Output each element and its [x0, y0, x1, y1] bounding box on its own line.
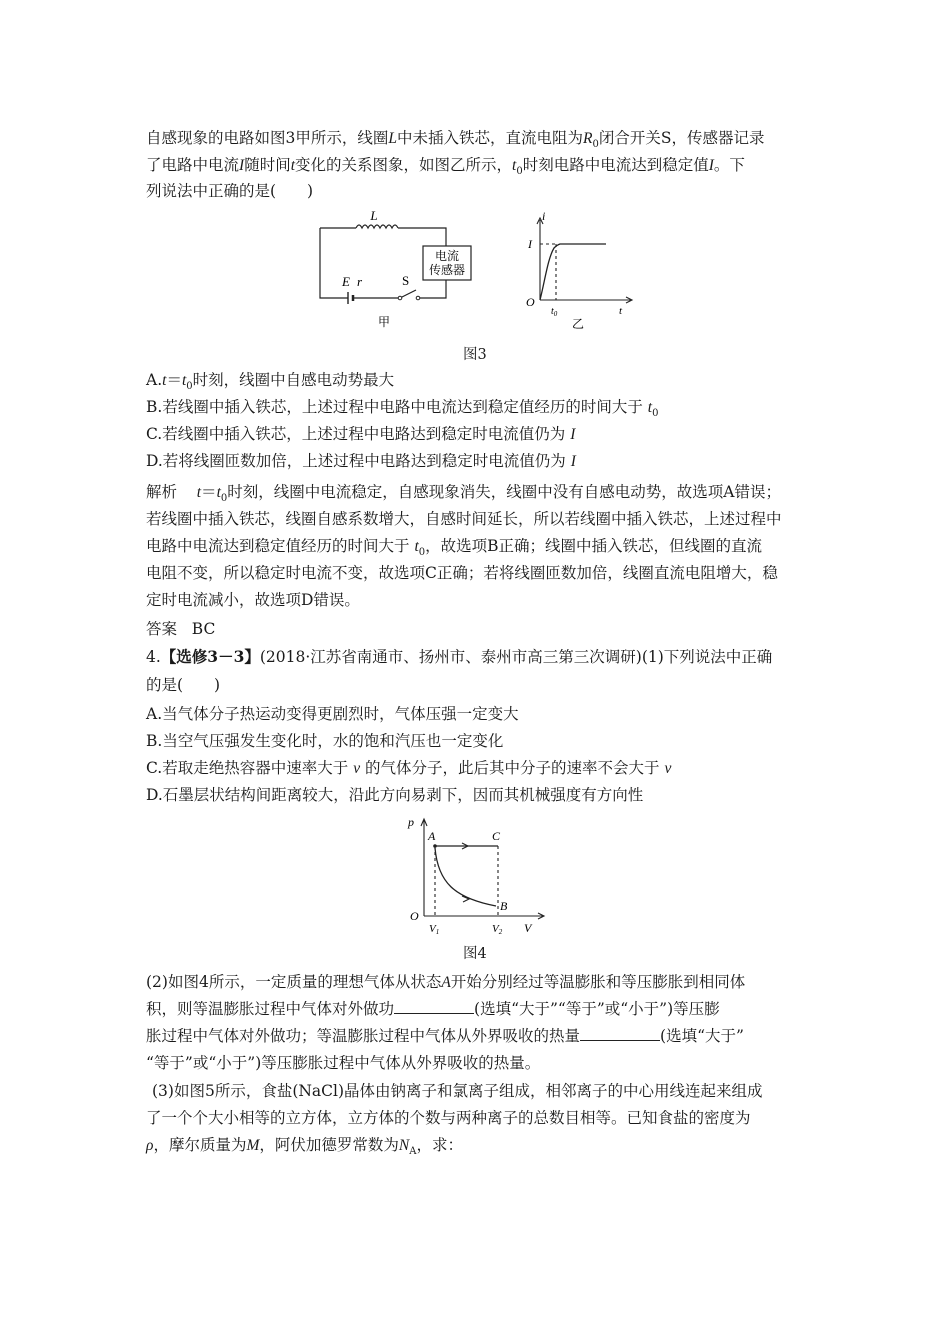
- q4-option-d: D.石墨层状结构间距离较大，沿此方向易剥下，因而其机械强度有方向性: [146, 786, 644, 804]
- q4-part2-line-4: “等于”或“小于”)等压膨胀过程中气体从外界吸收的热量。: [146, 1054, 541, 1072]
- q4-part3-line-3: ρ，摩尔质量为M，阿伏加德罗常数为$N_A$，求：: [146, 1136, 463, 1158]
- pv-C-label: C: [492, 829, 501, 843]
- inductor-label: L: [370, 208, 378, 223]
- q4-part2-line-1: (2)如图4所示，一定质量的理想气体从状态A开始分别经过等温膨胀和等压膨胀到相同体: [146, 973, 746, 991]
- q4-option-b: B.当空气压强发生变化时，水的饱和汽压也一定变化: [146, 732, 504, 750]
- q4-option-a: A.当气体分子热运动变得更剧烈时，气体压强一定变大: [146, 705, 519, 723]
- graph-caption: 乙: [571, 317, 585, 331]
- q3-stem-line-1: 自感现象的电路如图3甲所示，线圈L中未插入铁芯，直流电阻为$R_0$闭合开关S，传感器记录: [146, 129, 765, 151]
- q4-part3-line-1: (3)如图5所示，食盐(NaCl)晶体由钠离子和氯离子组成，相邻离子的中心用线连起来组成: [152, 1082, 763, 1100]
- answer-blank-2[interactable]: [580, 1026, 660, 1041]
- pv-V1-label: V1: [429, 923, 440, 936]
- q3-analysis-line-2: 若线圈中插入铁芯，线圈自感系数增大，自感时间延长，所以若线圈中插入铁芯，上述过程中: [146, 510, 782, 528]
- q3-answer: 答案 BC: [146, 620, 216, 638]
- q3-analysis-line-3: 电路中电流达到稳定值经历的时间大于 $t_0$，故选项B正确；线圈中插入铁芯，但线圈的直流: [146, 537, 763, 559]
- figure-3-caption: 图3: [463, 347, 487, 363]
- circuit-caption: 甲: [377, 315, 391, 329]
- pv-V-label: V: [524, 921, 532, 935]
- graph-t0-label: $t_0$: [551, 306, 558, 318]
- current-time-graph: [520, 210, 640, 332]
- graph-I-label: I: [528, 237, 532, 251]
- figure-4-caption: 图4: [463, 946, 487, 962]
- pv-V2-label: V2: [492, 923, 503, 936]
- q3-option-c: C.若线圈中插入铁芯，上述过程中电路达到稳定时电流值仍为 I: [146, 425, 576, 443]
- graph-y-label: i: [542, 210, 546, 223]
- q4-part2-line-2: 积，则等温膨胀过程中气体对外做功 (选填“大于”“等于”或“小于”)等压膨: [146, 1000, 720, 1018]
- sensor-label-line1: 电流: [434, 249, 460, 263]
- q4-header: 4.【选修3－3】(2018·江苏省南通市、扬州市、泰州市高三第三次调研)(1)下列说法中正确: [146, 647, 773, 666]
- q3-analysis-line-4: 电阻不变，所以稳定时电流不变，故选项C正确；若将线圈匝数加倍，线圈直流电阻增大，稳: [146, 564, 778, 582]
- q4-part2-line-3: 胀过程中气体对外做功；等温膨胀过程中气体从外界吸收的热量 (选填“大于”: [146, 1027, 744, 1045]
- q3-analysis-line-5: 定时电流减小，故选项D错误。: [146, 591, 360, 609]
- switch-blade: [400, 290, 416, 298]
- q4-stem-line-2: 的是( ): [146, 676, 221, 694]
- answer-blank-1[interactable]: [394, 999, 474, 1014]
- pv-p-label: p: [408, 815, 414, 829]
- graph-x-label: t: [619, 305, 623, 317]
- pv-origin-label: O: [410, 909, 419, 923]
- q3-option-d: D.若将线圈匝数加倍，上述过程中电路达到稳定时电流值仍为 I: [146, 452, 576, 470]
- q3-option-a: $A.t=t_0$时刻，线圈中自感电动势最大: [146, 371, 395, 393]
- q4-part3-line-2: 了一个个大小相等的立方体，立方体的个数与两种离子的总数目相等。已知食盐的密度为: [146, 1109, 751, 1127]
- q3-stem-line-2: 了电路中电流I随时间t变化的关系图象，如图乙所示，$t_0$时刻电路中电流达到稳定值I。下: [146, 156, 745, 178]
- graph-origin-label: O: [526, 295, 535, 309]
- emf-label: E: [342, 274, 350, 289]
- switch-label: S: [402, 273, 410, 288]
- circuit-diagram: [312, 206, 482, 331]
- current-curve: [540, 244, 606, 300]
- pv-B-label: B: [500, 899, 508, 913]
- q4-option-c: C.若取走绝热容器中速率大于 v 的气体分子，此后其中分子的速率不会大于 v: [146, 759, 672, 777]
- resistance-label: r: [357, 274, 363, 289]
- inductor-coil: [356, 225, 398, 228]
- pv-A-label: A: [428, 829, 436, 843]
- q3-option-b: B.若线圈中插入铁芯，上述过程中电路中电流达到稳定值经历的时间大于 $t_0$: [146, 398, 659, 420]
- q3-analysis-line-1: 解析 $t=t_0$时刻，线圈中电流稳定，自感现象消失，线圈中没有自感电动势，故选项A错误；: [146, 483, 781, 505]
- pv-diagram: [402, 810, 552, 938]
- q3-stem-line-3: 列说法中正确的是( ): [146, 182, 314, 200]
- sensor-label-line2: 传感器: [428, 263, 466, 277]
